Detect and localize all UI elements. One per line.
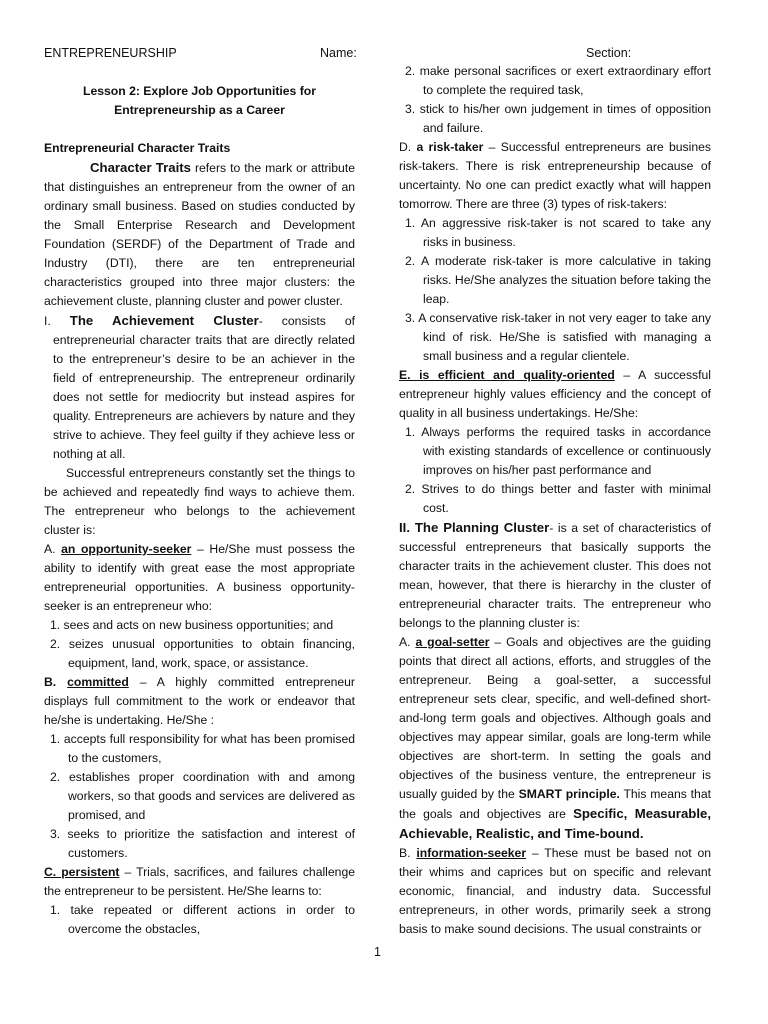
trait-b-text: – A highly committed entrepreneur displays full commitment to the work or endeavor that he/she is undertaking. He/She :	[44, 675, 355, 727]
page-number: 1	[374, 945, 381, 959]
trait-b	[44, 673, 355, 730]
info-seeker-text: – These must be based not on their whims and caprices but on specific and relevant economic, financial, and industry data. Successful entrepreneurs, in other words, primarily seek a strong basis to make sound decisions. The usual constraints or	[399, 846, 711, 936]
smart-words: Specific, Measurable, Achievable, Realistic, and Time-bound.	[399, 806, 711, 841]
info-seeker-prefix: B.	[399, 846, 417, 860]
goal-setter-term: a goal-setter	[415, 635, 490, 649]
trait-d	[399, 138, 711, 214]
trait-d-text: – Successful entrepreneurs are busines risk-takers. There is risk entrepreneurship because of uncertainty. No one can predict exactly what will happen tomorrow. There are three (3) types of risk-takers:	[399, 140, 711, 211]
trait-e-item: 1. Always performs the required tasks in accordance with existing standards of excellence or continuously improves on his/her past performance and	[405, 425, 711, 477]
cluster1-text: - consists of entrepreneurial character traits that are directly related to the entrepreneur’s desire to be an achiever in the field of entrepreneurship. The entrepreneur ordinarily does not settle for mediocrity but instead aspires for quality. Entrepreneurs are achievers by nature and they strive to achieve. They feel guilty if they achieve less or nothing at all.	[53, 314, 355, 461]
trait-b-term: committed	[67, 675, 129, 689]
goal-setter-text: – Goals and objectives are the guiding points that direct all actions, efforts, and struggles of the entrepreneur. Being a goal-setter, a successful entrepreneur sets clear, specific, and well-defined short- and-long term goals and objectives. Although goals and objectives may appear similar, goals are long-term while objectives are short-term. In setting the goals and objectives of the business venture, the entrepreneur is usually guided by the	[399, 635, 711, 801]
intro-paragraph	[44, 158, 355, 311]
trait-c-term: C. persistent	[44, 865, 120, 879]
smart-principle: SMART principle.	[518, 787, 620, 801]
section-heading: Entrepreneurial Character Traits	[44, 141, 231, 155]
course-title: ENTREPRENEURSHIP	[44, 46, 177, 60]
intro-term: Character Traits	[90, 160, 191, 175]
trait-d-item: 3. A conservative risk-taker in not very eager to take any kind of risk. He/She is satisfied with managing a small business and a regular clientele.	[405, 311, 711, 363]
trait-b-item: 2. establishes proper coordination with and among workers, so that goods and services are delivered as promised, and	[50, 770, 355, 822]
trait-e-text: – A successful entrepreneur highly values efficiency and the concept of quality in all business undertakings. He/She:	[399, 368, 712, 420]
trait-b-item: 3. seeks to prioritize the satisfaction and interest of customers.	[50, 827, 355, 860]
trait-d-item: 2. A moderate risk-taker is more calculative in taking risks. He/She analyzes the situation before taking the leap.	[405, 254, 711, 306]
lesson-title-line1: Lesson 2: Explore Job Opportunities for	[83, 84, 316, 98]
trait-e-term: E. is efficient and quality-oriented	[399, 368, 615, 382]
trait-a-item: 2. seizes unusual opportunities to obtain financing, equipment, land, work, space, or assistance.	[50, 637, 355, 670]
trait-c-text: – Trials, sacrifices, and failures challenge the entrepreneur to be persistent. He/She learns to:	[44, 865, 355, 898]
cluster1-title: The Achievement Cluster	[69, 313, 259, 328]
lesson-title-line2: Entrepreneurship as a Career	[114, 103, 285, 117]
trait-d-term: a risk-taker	[416, 140, 484, 154]
trait-b-prefix: B.	[44, 675, 68, 689]
cluster2-title: II. The Planning Cluster	[399, 520, 550, 535]
right-column	[399, 62, 711, 939]
section-label: Section:	[586, 46, 632, 60]
trait-d-item: 1. An aggressive risk-taker is not scared to take any risks in business.	[405, 216, 711, 249]
trait-d-prefix: D.	[399, 140, 417, 154]
left-column	[44, 82, 355, 939]
achievement-cluster	[44, 311, 355, 464]
trait-c-item: 3. stick to his/her own judgement in times of opposition and failure.	[405, 102, 711, 135]
trait-a-term: an opportunity-seeker	[61, 542, 192, 556]
goal-setter-prefix: A.	[399, 635, 416, 649]
intro-text: refers to the mark or attribute that distinguishes an entrepreneur from the owner of an ordinary small business. Based on studies conducted by the Small Enterprise Research and Development Foundation (SERDF) of the Department of Trade and Industry (DTI), there are ten entrepreneurial characteristics grouped into three major clusters: the achievement cluste, planning cluster and power cluster.	[44, 161, 355, 308]
trait-e	[399, 366, 711, 423]
information-seeker	[399, 844, 711, 939]
name-label: Name:	[320, 46, 357, 60]
trait-a-text: – He/She must possess the ability to identify with great ease the most appropriate entrepreneurial opportunities. A business opportunity-seeker is an entrepreneur who:	[44, 542, 355, 613]
trait-c-item: 2. make personal sacrifices or exert extraordinary effort to complete the required task,	[405, 64, 711, 97]
cluster1-number: I.	[44, 314, 70, 328]
trait-a-prefix: A.	[44, 542, 62, 556]
achievement-paragraph: Successful entrepreneurs constantly set the things to be achieved and repeatedly find ways to achieve them. The entrepreneur who belongs to the achievement cluster is:	[44, 466, 355, 537]
trait-e-item: 2. Strives to do things better and faster with minimal cost.	[405, 482, 711, 515]
info-seeker-term: information-seeker	[416, 846, 527, 860]
trait-a-item: 1. sees and acts on new business opportunities; and	[50, 618, 334, 632]
goal-setter	[399, 633, 711, 844]
trait-b-item: 1. accepts full responsibility for what has been promised to the customers,	[50, 732, 355, 765]
trait-c	[44, 863, 355, 901]
trait-c-item: 1. take repeated or different actions in order to overcome the obstacles,	[50, 903, 355, 936]
smart-text: This means that the goals and objectives are	[399, 787, 711, 821]
trait-a	[44, 540, 355, 616]
cluster2-text: - is a set of characteristics of successful entrepreneurs that basically supports the character traits in the achievement cluster. This does not mean, however, that there is hierarchy in the cluster of entrepreneurial character traits. The entrepreneur who belongs to the planning cluster is:	[399, 521, 711, 630]
planning-cluster	[399, 518, 711, 633]
